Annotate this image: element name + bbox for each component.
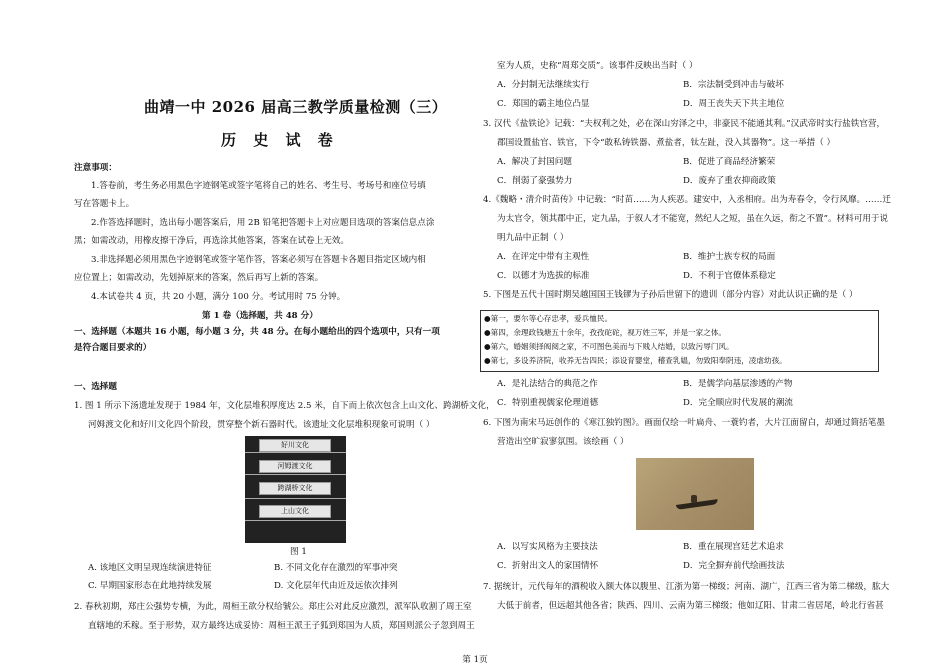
option-d[interactable]: D．完全顺应时代发展的潮流 [683,398,794,408]
figure-caption: 图 1 [290,547,307,557]
note-line: 4.本试卷共 4 页，共 20 小题，满分 100 分。考试用时 75 分钟。 [91,292,346,302]
option-b[interactable]: B．重在展现宫廷艺术追求 [683,542,784,552]
quote-box [480,310,879,372]
stratum-label: 跨湖桥文化 [259,482,331,495]
option-b[interactable]: B．促进了商品经济繁荣 [683,157,776,167]
stratum-label: 上山文化 [259,505,331,518]
painting-image [636,458,754,530]
option-c[interactable]: C．特别重视儒家伦理道德 [497,398,599,408]
option-a[interactable]: A．以写实风格为主要技法 [497,542,598,552]
question-5-text: 5. 下图是五代十国时期吴越国国王钱镠为子孙后世留下的遗训（部分内容）对此认识正确的是（ ） [483,290,858,300]
exam-subtitle: 历 史 试 卷 [221,131,339,149]
notes-heading: 注意事项： [74,163,117,173]
stratum-label: 好川文化 [259,439,331,452]
option-b[interactable]: B．是儒学向基层渗透的产物 [683,379,793,389]
quote-line: ●第七，多设养济院，收养无告四民；添设育婴堂，稽查乳媪，勿致阳奉阴违，凌虐幼孩。 [484,356,787,365]
option-d[interactable]: D．完全摒弃前代绘画技法 [683,561,785,571]
quote-line: ●第六，婚姻须择阀阅之家，不可图色美而与下贱人结婚，以致污辱门风。 [484,342,734,351]
note-line: 1.答卷前，考生务必用黑色字迹钢笔或签字笔将自己的姓名、考生号、考场号和座位号填 [91,181,426,191]
stratum-line [245,498,346,499]
figure-1-strata [245,436,346,543]
stratum-line [245,520,346,521]
boat-shape [676,499,718,510]
option-c[interactable]: C. 早期国家形态在此地持续发展 [88,581,212,591]
question-1-text: 1. 图 1 所示下汤遗址发现于 1984 年，文化层堆积厚度达 2.5 米，自下而上依次包含上山文化、跨湖桥文化， [74,401,495,411]
fisherman-shape [691,495,697,503]
option-c[interactable]: C．郑国的霸主地位凸显 [497,99,590,109]
question-7-text: 7. 据统计，元代每年的酒税收入额大体以腹里、江浙为第一梯级；河南、湖广，江西三省为第二梯级，肱大 [483,582,890,592]
note-line: 黑；如需改动，用橡皮擦干净后，再选涂其他答案，答案在试卷上无效。 [74,236,350,246]
question-3-text: 3. 汉代《盐铁论》记载：“夫权利之处，必在深山穷泽之中，非豪民不能通其利。”汉武帝时实行盐铁官营， [483,119,886,129]
stratum-label: 河姆渡文化 [259,460,331,473]
page-footer: 第 1页 [462,655,488,665]
option-a[interactable]: A．是礼法结合的典范之作 [497,379,598,389]
option-b[interactable]: B．宗法制受到冲击与破坏 [683,80,784,90]
note-line: 写在答题卡上。 [74,199,135,209]
option-d[interactable]: D. 文化层年代由近及远依次排列 [274,581,398,591]
question-2-text: 2. 春秋初期，郑庄公强势专横，为此，周桓王欲分权给虢公。郑庄公对此反应激烈，派军队收割了周王室 [74,602,472,612]
question-4-text: 明九品中正制（ ） [497,233,569,243]
option-b[interactable]: B．维护士族专权的局面 [683,252,776,262]
quote-line: ●第一，要尔等心存忠孝，爱兵恤民。 [484,314,613,323]
question-4-text: 4.《魏略・清介时苗传》中记载：“时苗……为人疾恶。建安中，入丞相府。出为寿春令，令行风靡。……迁 [483,195,891,205]
question-2-text: 室为人质，史称“周郑交质”。该事件反映出当时（ ） [497,61,698,71]
section-heading: 一、选择题 [74,382,117,392]
question-1-text: 河姆渡文化和好川文化四个阶段，贯穿整个新石器时代。该遗址文化层堆积现象可说明（ ） [88,420,435,430]
option-a[interactable]: A．解决了封国问题 [497,157,572,167]
option-c[interactable]: C．削弱了豪强势力 [497,176,573,186]
option-a[interactable]: A. 该地区文明呈现连续演进特征 [88,563,212,573]
question-6-text: 营造出空旷寂寥氛围。该绘画（ ） [497,437,629,447]
option-a[interactable]: A．在评定中带有主观性 [497,252,590,262]
question-3-text: 郡国设置盐官、铁官，下令“敢私铸铁器、煮盐者，钛左趾，没入其器物”。这一举措（ ） [497,138,836,148]
question-4-text: 为太官令，领其郡中正，定九品，于叙人才不能宽，然纪人之短，虽在久远，衔之不置”。材料可用于说 [497,214,889,224]
stratum-line [245,452,346,453]
option-d[interactable]: D．废弃了重农抑商政策 [683,176,776,186]
section-instruction: 是符合题目要求的） [74,343,152,353]
section-instruction: 一、选择题（本题共 16 小题，每小题 3 分，共 48 分。在每小题给出的四个选项中，只有一项 [74,327,440,337]
question-2-text: 直辖地的禾稼。至于形势，双方最终达成妥协：周桓王派王子狐到郑国为人质，郑国则派公子忽到周王 [88,621,475,631]
exam-title: 曲靖一中 2026 届高三教学质量检测（三） [144,98,448,116]
option-d[interactable]: D．周王丧失天下共主地位 [683,99,785,109]
option-c[interactable]: C．以德才为选拔的标准 [497,271,590,281]
quote-line: ●第四，余理政钱塘五十余年，孜孜砣砣，视万姓三军，并是一家之体。 [484,328,727,337]
stratum-line [245,474,346,475]
option-c[interactable]: C．折射出文人的家国情怀 [497,561,599,571]
volume-title: 第 1 卷（选择题，共 48 分） [202,311,318,321]
question-6-text: 6. 下图为南宋马远创作的《寒江独钓图》。画面仅绘一叶扁舟、一蓑钓者，大片江面留白，却通过简括笔墨 [483,418,885,428]
option-b[interactable]: B. 不同文化存在激烈的军事冲突 [274,563,398,573]
note-line: 应位置上；如需改动，先划掉原来的答案，然后再写上新的答案。 [74,273,324,283]
option-d[interactable]: D．不利于官僚体系稳定 [683,271,776,281]
question-7-text: 大低于前者，但远超其他各省；陕西、四川、云南为第三梯级；他如辽阳、甘肃二省居尾，岭北行省甚 [497,601,884,611]
note-line: 2.作答选择题时，选出每小题答案后，用 2B 铅笔把答题卡上对应题目选项的答案信息点涂 [91,218,435,228]
option-a[interactable]: A．分封制无法继续实行 [497,80,590,90]
note-line: 3.非选择题必须用黑色字迹钢笔或签字笔作答，答案必须写在答题卡各题目指定区域内相 [91,255,426,265]
